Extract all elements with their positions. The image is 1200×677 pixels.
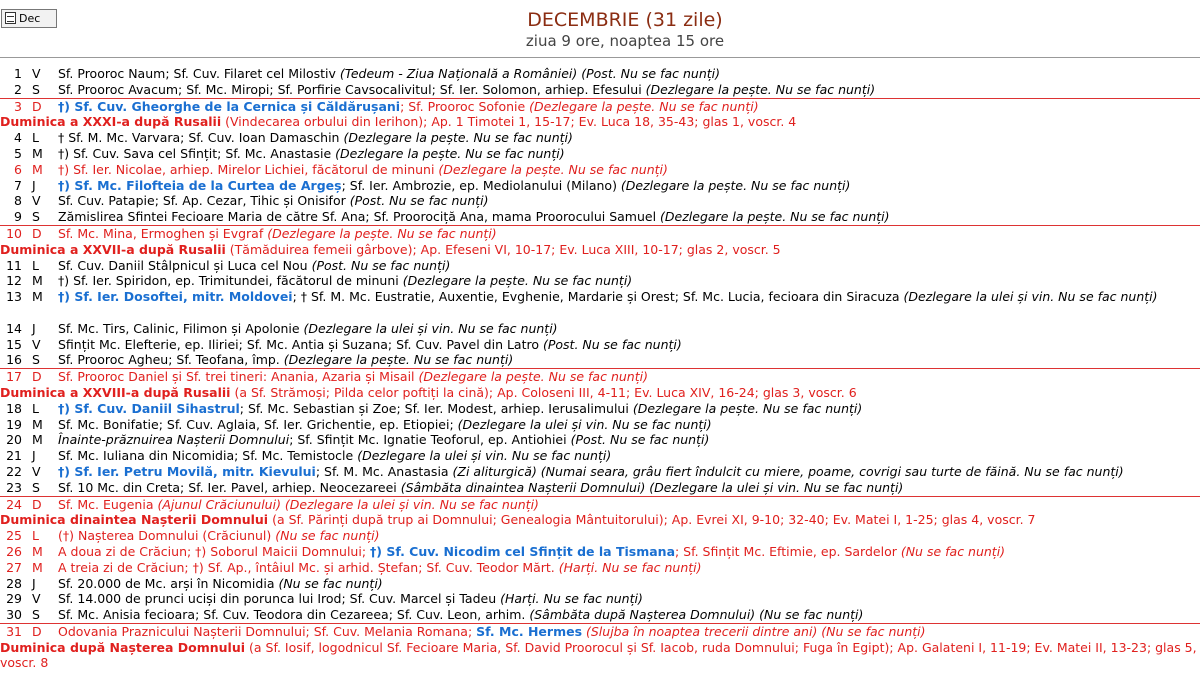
sunday-reading-row [0,385,1200,401]
weekday-letter: M [32,416,43,432]
page-subtitle: ziua 9 ore, noaptea 15 ore [525,32,725,50]
calendar-day-row [0,417,1200,433]
entry-text: Sf. Mc. Eugenia [58,496,158,512]
fasting-note: (Dezlegare la pește. Nu se fac nunți) [529,98,759,114]
fasting-note: (Nu se fac nunți) [278,575,383,591]
fasting-note: Înainte-prăznuirea Nașterii Domnului [58,432,290,448]
day-entry [58,464,1124,480]
entry-text: (Vindecarea orbului din Ierihon); Ap. 1 Timotei 1, 15-17; Ev. Luca 18, 35-43; glas 1, voscr. 4 [221,114,797,130]
weekday-letter: D [32,98,42,114]
sunday-title: Duminica a XXXI-a după Rusalii [0,114,222,130]
calendar-day-row [0,178,1200,194]
fasting-note: (Dezlegare la pește. Nu se fac nunți) [438,161,668,177]
day-entry [58,448,611,464]
sunday-reading-row [0,114,1200,130]
entry-text: (a Sf. Iosif, logodnicul Sf. Fecioare Maria, Sf. David Proorocul și Sf. Iacob, ruda Domnului; Fuga în Egipt); Ap. Galateni I, 11-19; Ev. Matei II, 13-23; glas 5, voscr. 8 [0,639,1197,671]
fasting-note: (Tedeum - Ziua Națională a României) (Post. Nu se fac nunți) [339,66,721,81]
sunday-title: Duminica a XXVIII-a după Rusalii [0,384,231,400]
sunday-title: Duminica a XXVII-a după Rusalii [0,241,226,257]
fasting-note: (Dezlegare la ulei și vin. Nu se fac nunți) [903,289,1158,305]
day-entry [58,417,712,433]
weekday-letter: S [32,352,40,368]
fasting-note: (Dezlegare la pește. Nu se fac nunți) [335,145,565,161]
day-entry [58,432,709,448]
weekday-letter: S [32,209,40,225]
sunday-reading-row [0,640,1200,672]
sunday-reading-row [0,242,1200,258]
day-number: 31 [6,623,22,639]
fasting-note: (Dezlegare la pește. Nu se fac nunți) [283,352,514,368]
saint-highlight: †) Sf. Cuv. Nicodim cel Sfințit de la Tismana [370,543,675,559]
calendar-day-row [0,82,1200,98]
weekday-letter: M [32,543,43,559]
calendar-day-row [0,448,1200,464]
entry-text: ; Sf. Ier. Ambrozie, ep. Mediolanului (Milano) [341,177,621,193]
day-entry [58,82,875,98]
weekday-letter: J [32,575,36,591]
day-number: 10 [6,225,22,241]
entry-text: Sf. Prooroc Daniel și Sf. trei tineri: Anania, Azaria și Misail [58,369,419,385]
fasting-note: (Nu se fac nunți) [275,528,380,544]
day-number: 4 [14,130,22,146]
calendar-day-row [0,321,1200,337]
weekday-letter: L [32,257,39,273]
fasting-note: (Dezlegare la pește. Nu se fac nunți) [645,81,876,97]
entry-text: ; Sf. Mc. Sebastian și Zoe; Sf. Ier. Modest, arhiep. Ierusalimului [239,400,633,416]
entry-text: Sf. 10 Mc. din Creta; Sf. Ier. Pavel, arhiep. Neocezareei [58,479,401,495]
weekday-letter: L [32,130,39,146]
weekday-letter: J [32,177,36,193]
weekday-letter: D [32,369,42,385]
weekday-letter: D [32,225,42,241]
entry-text: A doua zi de Crăciun; †) Soborul Maicii Domnului; [58,543,370,559]
day-entry [58,560,702,576]
calendar-day-row [0,432,1200,448]
day-entry [58,544,1005,560]
weekday-letter: L [32,400,39,416]
weekday-letter: V [32,336,41,352]
day-entry [58,624,926,640]
day-entry [58,497,539,513]
entry-text: Sf. Mc. Tirs, Calinic, Filimon și Apolonie [58,320,304,336]
day-number: 19 [6,416,22,432]
day-entry [58,226,497,242]
entry-text: Sf. 14.000 de prunci uciși din porunca lui Irod; Sf. Cuv. Marcel și Tadeu [58,591,501,607]
day-number: 17 [6,369,22,385]
calendar-day-row [0,576,1200,592]
entry-text: Sfințit Mc. Elefterie, ep. Iliriei; Sf. Mc. Antia și Suzana; Sf. Cuv. Pavel din Latro [58,336,543,352]
day-number: 14 [6,320,22,336]
day-entry [58,480,903,496]
calendar-day-row [0,544,1200,560]
calendar-day-row [0,560,1200,576]
fasting-note: (Dezlegare la ulei și vin. Nu se fac nunți) [357,448,612,464]
weekday-letter: J [32,448,36,464]
day-number: 27 [6,559,22,575]
page-title: DECEMBRIE (31 zile) [527,9,723,31]
calendar-day-row [0,258,1200,274]
day-number: 13 [6,289,22,305]
saint-highlight: †) Sf. Mc. Filofteia de la Curtea de Argeș [58,177,342,193]
weekday-letter: V [32,591,41,607]
calendar-list [0,66,1200,671]
sunday-reading-row [0,512,1200,528]
entry-text: †) Sf. Cuv. Sava cel Sfințit; Sf. Mc. Anastasie [58,145,336,161]
fasting-note: (Harți. Nu se fac nunți) [500,591,643,607]
day-entry [58,146,565,162]
day-number: 5 [14,145,22,161]
fasting-note: (Post. Nu se fac nunți) [570,432,710,448]
day-entry [58,337,682,353]
weekday-letter: D [32,623,42,639]
entry-text: ; Sf. Sfințit Mc. Eftimie, ep. Sardelor [675,543,901,559]
calendar-day-row [0,623,1200,640]
weekday-letter: V [32,463,41,479]
fasting-note: (Dezlegare la pește. Nu se fac nunți) [632,400,863,416]
day-entry [58,528,380,544]
fasting-note: (Dezlegare la pește. Nu se fac nunți) [418,369,648,385]
entry-text: (a Sf. Strămoși; Pilda celor poftiți la cină); Ap. Coloseni III, 4-11; Ev. Luca XIV, 16-24; glas 3, voscr. 6 [230,384,857,400]
entry-text: †) Sf. Ier. Spiridon, ep. Trimitundei, făcătorul de minuni [58,273,403,289]
back-button-label: Dec [19,12,41,25]
calendar-day-row [0,98,1200,115]
calendar-day-row [0,352,1200,368]
saint-highlight: †) Sf. Cuv. Gheorghe de la Cernica și Căldărușani [58,98,401,114]
day-entry [58,66,720,82]
weekday-letter: J [32,320,36,336]
day-entry [58,607,863,623]
day-number: 24 [6,496,22,512]
day-entry [58,289,1158,305]
entry-text: (a Sf. Părinți după trup ai Domnului; Genealogia Mântuitorului); Ap. Evrei XI, 9-10; 32-40; Ev. Matei I, 1-25; glas 4, voscr. 7 [268,512,1036,528]
day-number: 28 [6,575,22,591]
weekday-letter: M [32,432,43,448]
day-entry [58,591,643,607]
entry-text: Sf. 20.000 de Mc. arși în Nicomidia [58,575,279,591]
day-entry [58,162,668,178]
day-number: 6 [14,161,22,177]
day-number: 20 [6,432,22,448]
weekday-letter: S [32,479,40,495]
weekday-letter: L [32,528,39,544]
day-entry [58,130,573,146]
entry-text: Sf. Cuv. Daniil Stâlpnicul și Luca cel Nou [58,257,312,273]
entry-text: Sf. Prooroc Avacum; Sf. Mc. Miropi; Sf. Porfirie Cavsocalivitul; Sf. Ier. Solomon, arhiep. Efesului [58,81,646,97]
day-entry [58,369,648,385]
weekday-letter: M [32,559,43,575]
fasting-note: (Nu se fac nunți) [900,543,1006,559]
calendar-day-row [0,146,1200,162]
entry-text: ; † Sf. M. Mc. Eustratie, Auxentie, Evghenie, Mardarie și Orest; Sf. Mc. Lucia, fecioara din Siracuza [292,289,904,305]
day-entry [58,273,632,289]
day-number: 3 [14,98,22,114]
day-number: 9 [14,209,22,225]
calendar-day-row [0,464,1200,480]
day-entry [58,401,862,417]
entry-text: Sf. Prooroc Agheu; Sf. Teofana, împ. [58,352,284,368]
day-number: 26 [6,543,22,559]
saint-highlight: †) Sf. Ier. Petru Movilă, mitr. Kievului [58,463,316,479]
day-number: 12 [6,273,22,289]
calendar-day-row [0,162,1200,178]
entry-text: † Sf. M. Mc. Varvara; Sf. Cuv. Ioan Damaschin [58,130,344,146]
entry-text: Zămislirea Sfintei Fecioare Maria de către Sf. Ana; Sf. Proorociță Ana, mama Proorocului Samuel [58,209,661,225]
calendar-day-row [0,225,1200,242]
entry-text: Odovania Praznicului Nașterii Domnului; Sf. Cuv. Melania Romana; [58,623,477,639]
day-number: 16 [6,352,22,368]
saint-highlight: †) Sf. Cuv. Daniil Sihastrul [58,400,240,416]
fasting-note: (Sâmbăta după Nașterea Domnului) (Nu se fac nunți) [529,607,864,623]
fasting-note: (Post. Nu se fac nunți) [542,336,682,352]
weekday-letter: V [32,66,41,81]
fasting-note: (Slujba în noaptea trecerii dintre ani) (Nu se fac nunți) [586,623,926,639]
day-entry [58,193,489,209]
entry-text: (†) Nașterea Domnului (Crăciunul) [58,528,276,544]
calendar-day-row [0,401,1200,417]
entry-text: A treia zi de Crăciun; †) Sf. Ap., întâiul Mc. și arhid. Ștefan; Sf. Cuv. Teodor Mărt. [58,559,559,575]
day-entry [58,209,890,225]
calendar-day-row [0,480,1200,496]
weekday-letter: S [32,607,40,623]
fasting-note: (Dezlegare la pește. Nu se fac nunți) [267,225,497,241]
calendar-day-row [0,289,1200,321]
calendar-day-row [0,528,1200,544]
calendar-day-row [0,368,1200,385]
calendar-day-row [0,591,1200,607]
calendar-day-row [0,209,1200,225]
day-number: 11 [6,257,22,273]
fasting-note: (Post. Nu se fac nunți) [349,193,489,209]
fasting-note: (Zi aliturgică) (Numai seara, grâu fiert îndulcit cu miere, poame, covrigi sau turte de făină. Nu se fac nunți) [452,463,1124,479]
sunday-title: Duminica după Nașterea Domnului [0,639,246,655]
day-number: 2 [14,81,22,97]
day-number: 7 [14,177,22,193]
weekday-letter: M [32,273,43,289]
entry-text: Sf. Cuv. Patapie; Sf. Ap. Cezar, Tihic și Onisifor [58,193,350,209]
fasting-note: (Post. Nu se fac nunți) [311,257,451,273]
weekday-letter: D [32,496,42,512]
saint-highlight: †) Sf. Ier. Dosoftei, mitr. Moldovei [58,289,293,305]
entry-text: Sf. Mc. Mina, Ermoghen și Evgraf [58,225,268,241]
entry-text: ; Sf. Sfințit Mc. Ignatie Teoforul, ep. Antiohiei [289,432,571,448]
entry-text: Sf. Mc. Anisia fecioara; Sf. Cuv. Teodora din Cezareea; Sf. Cuv. Leon, arhim. [58,607,530,623]
day-entry [58,321,558,337]
day-number: 15 [6,336,22,352]
entry-text: Sf. Mc. Bonifatie; Sf. Cuv. Aglaia, Sf. Ier. Grichentie, ep. Etiopiei; [58,416,458,432]
weekday-letter: M [32,161,43,177]
entry-text: (Tămăduirea femeii gârbove); Ap. Efeseni VI, 10-17; Ev. Luca XIII, 10-17; glas 2, voscr. 5 [225,241,781,257]
fasting-note: (Dezlegare la pește. Nu se fac nunți) [660,209,890,225]
day-entry [58,258,450,274]
day-number: 25 [6,528,22,544]
weekday-letter: S [32,81,40,97]
day-number: 1 [14,66,22,81]
header-divider [0,57,1200,58]
entry-text: ; Sf. M. Mc. Anastasia [315,463,453,479]
entry-text: Sf. Prooroc Naum; Sf. Cuv. Filaret cel Milostiv [58,66,340,81]
calendar-day-row [0,193,1200,209]
weekday-letter: V [32,193,41,209]
day-entry [58,99,759,115]
fasting-note: (Sâmbăta dinaintea Nașterii Domnului) (Dezlegare la ulei și vin. Nu se fac nunți) [400,479,904,495]
day-entry [58,576,383,592]
calendar-day-row [0,337,1200,353]
day-number: 21 [6,448,22,464]
entry-text: ; Sf. Prooroc Sofonie [400,98,530,114]
fasting-note: (Dezlegare la pește. Nu se fac nunți) [402,273,633,289]
entry-text: Sf. Mc. Iuliana din Nicomidia; Sf. Mc. Temistocle [58,448,358,464]
calendar-day-row [0,496,1200,513]
fasting-note: (Dezlegare la pește. Nu se fac nunți) [620,177,851,193]
calendar-day-row [0,273,1200,289]
entry-text: †) Sf. Ier. Nicolae, arhiep. Mirelor Lichiei, făcătorul de minuni [58,161,439,177]
day-number: 22 [6,463,22,479]
day-number: 23 [6,479,22,495]
day-number: 29 [6,591,22,607]
fasting-note: (Ajunul Crăciunului) (Dezlegare la ulei și vin. Nu se fac nunți) [157,496,539,512]
calendar-day-row [0,607,1200,623]
day-number: 8 [14,193,22,209]
fasting-note: (Dezlegare la pește. Nu se fac nunți) [343,130,573,146]
day-entry [58,178,850,194]
day-number: 30 [6,607,22,623]
calendar-day-row [0,130,1200,146]
saint-highlight: Sf. Mc. Hermes [476,623,583,639]
fasting-note: (Dezlegare la ulei și vin. Nu se fac nunți) [457,416,712,432]
weekday-letter: M [32,145,43,161]
calendar-day-row [0,66,1200,82]
day-entry [58,352,513,368]
fasting-note: (Harți. Nu se fac nunți) [558,559,702,575]
sunday-title: Duminica dinaintea Nașterii Domnului [0,512,269,528]
weekday-letter: M [32,289,43,305]
fasting-note: (Dezlegare la ulei și vin. Nu se fac nunți) [303,320,558,336]
day-number: 18 [6,400,22,416]
